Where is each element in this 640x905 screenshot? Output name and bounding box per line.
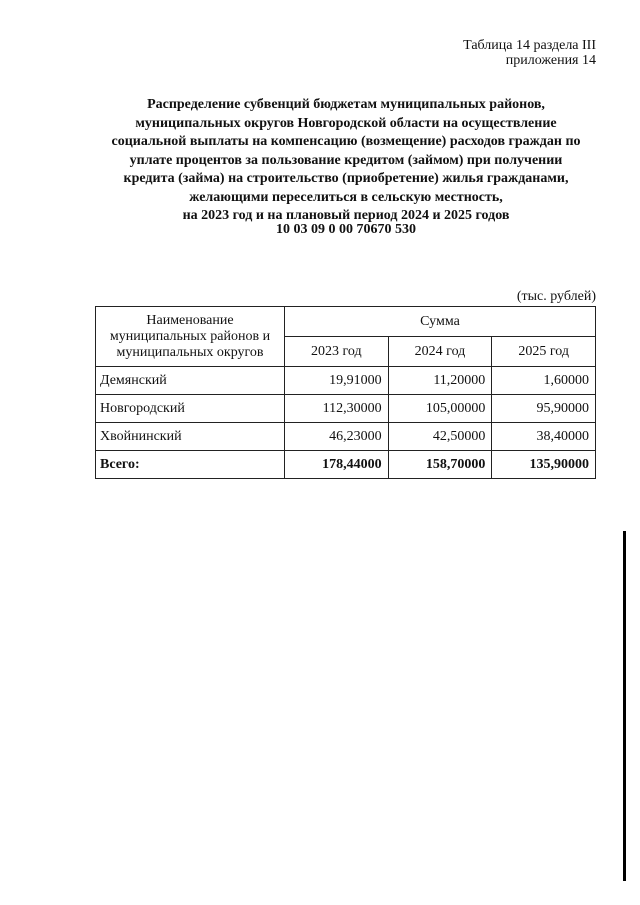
district-name: Демянский [96, 367, 285, 395]
title-line: Распределение субвенций бюджетам муниципальных районов, [147, 97, 545, 112]
table-row [96, 367, 596, 395]
table-row [96, 423, 596, 451]
name-column-header: Наименование муниципальных районов и муниципальных округов [96, 307, 285, 367]
table-reference-line1: Таблица 14 раздела III [463, 38, 596, 53]
total-label: Всего: [96, 451, 285, 479]
table-reference [463, 38, 596, 68]
title-line: кредита (займа) на строительство (приобретение) жилья гражданами, [123, 171, 569, 186]
year-header-2025: 2025 год [492, 337, 596, 367]
year-header-2023: 2023 год [285, 337, 389, 367]
title-line: уплате процентов за пользование кредитом (займом) при получении [129, 152, 563, 168]
title-line: социальной выплаты на компенсацию (возмещение) расходов граждан по [111, 134, 581, 149]
value-2025: 95,90000 [492, 395, 596, 423]
scan-margin-line [623, 531, 626, 881]
subvention-table [95, 306, 596, 479]
year-header-2024: 2024 год [388, 337, 492, 367]
value-2025: 38,40000 [492, 423, 596, 451]
total-2023: 178,44000 [285, 451, 389, 479]
district-name: Новгородский [96, 395, 285, 423]
title-line: желающими переселиться в сельскую местность, [189, 189, 503, 205]
table-reference-line2: приложения 14 [505, 53, 596, 68]
table-header-row [96, 307, 596, 337]
title-line: на 2023 год и на плановый период 2024 и 2025 годов [182, 208, 510, 223]
value-2024: 11,20000 [388, 367, 492, 395]
total-2025: 135,90000 [492, 451, 596, 479]
sum-column-header: Сумма [285, 307, 596, 337]
value-2024: 105,00000 [388, 395, 492, 423]
district-name: Хвойнинский [96, 423, 285, 451]
unit-label: (тыс. рублей) [516, 289, 596, 304]
value-2023: 112,30000 [285, 395, 389, 423]
title-line: муниципальных округов Новгородской области на осуществление [135, 115, 557, 131]
value-2024: 42,50000 [388, 423, 492, 451]
total-2024: 158,70000 [388, 451, 492, 479]
document-title [96, 96, 596, 226]
value-2023: 19,91000 [285, 367, 389, 395]
table-row [96, 395, 596, 423]
budget-code: 10 03 09 0 00 70670 530 [276, 222, 416, 237]
total-row [96, 451, 596, 479]
value-2025: 1,60000 [492, 367, 596, 395]
value-2023: 46,23000 [285, 423, 389, 451]
